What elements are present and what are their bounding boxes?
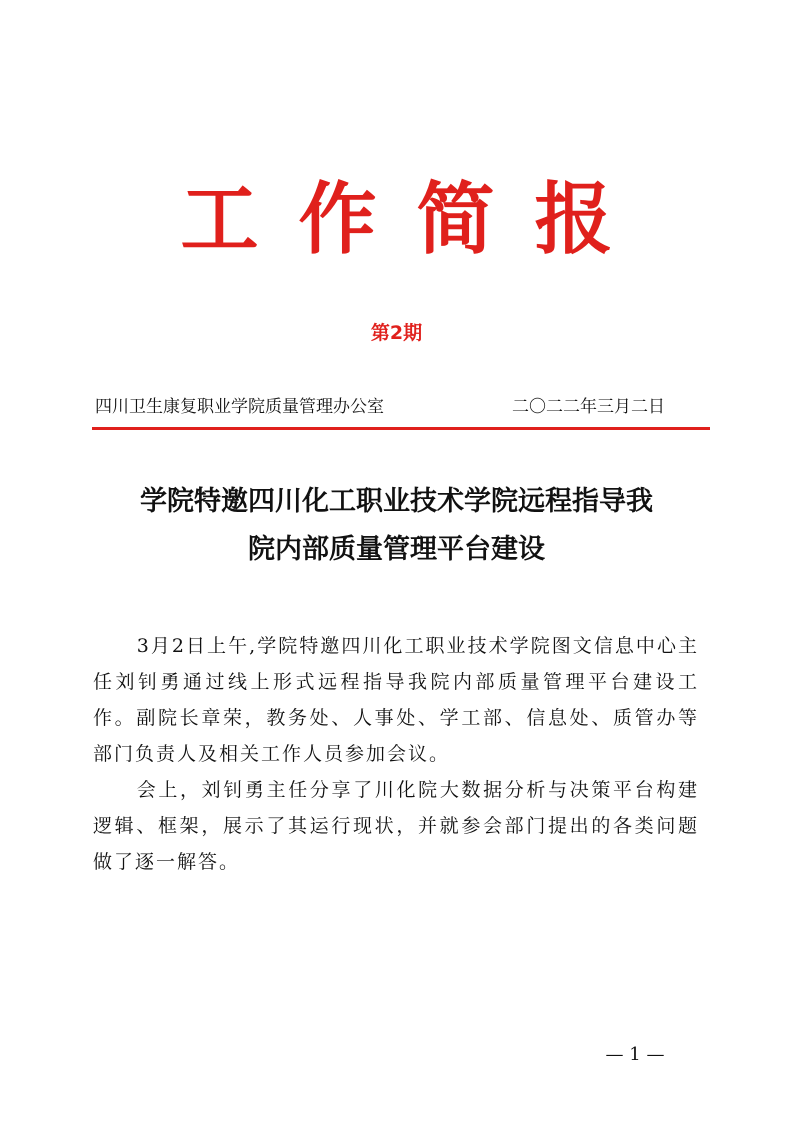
meta-row bbox=[95, 392, 665, 422]
article-title-line-1: 学院特邀四川化工职业技术学院远程指导我 bbox=[140, 486, 653, 517]
issue-date: 二〇二二年三月二日 bbox=[512, 397, 665, 417]
red-divider bbox=[92, 427, 710, 430]
body-paragraph-2: 会上，刘钊勇主任分享了川化院大数据分析与决策平台构建逻辑、框架，展示了其运行现状，并就参会部门提出的各类问题做了逐一解答。 bbox=[93, 779, 699, 873]
issue-number: 第2期 bbox=[370, 322, 423, 344]
issuing-organization: 四川卫生康复职业学院质量管理办公室 bbox=[95, 397, 384, 417]
masthead-title: 工作简报 bbox=[180, 175, 653, 265]
body-paragraph-1: 3月2日上午,学院特邀四川化工职业技术学院图文信息中心主任刘钊勇通过线上形式远程指导我院内部质量管理平台建设工作。副院长章荣，教务处、人事处、学工部、信息处、质管办等部门负责人及相关工作人员参加会议。 bbox=[93, 635, 699, 765]
article-title-line-2: 院内部质量管理平台建设 bbox=[248, 534, 545, 565]
page-number: — 1 — bbox=[605, 1044, 665, 1065]
article-title bbox=[90, 478, 703, 574]
article-body bbox=[93, 628, 699, 880]
